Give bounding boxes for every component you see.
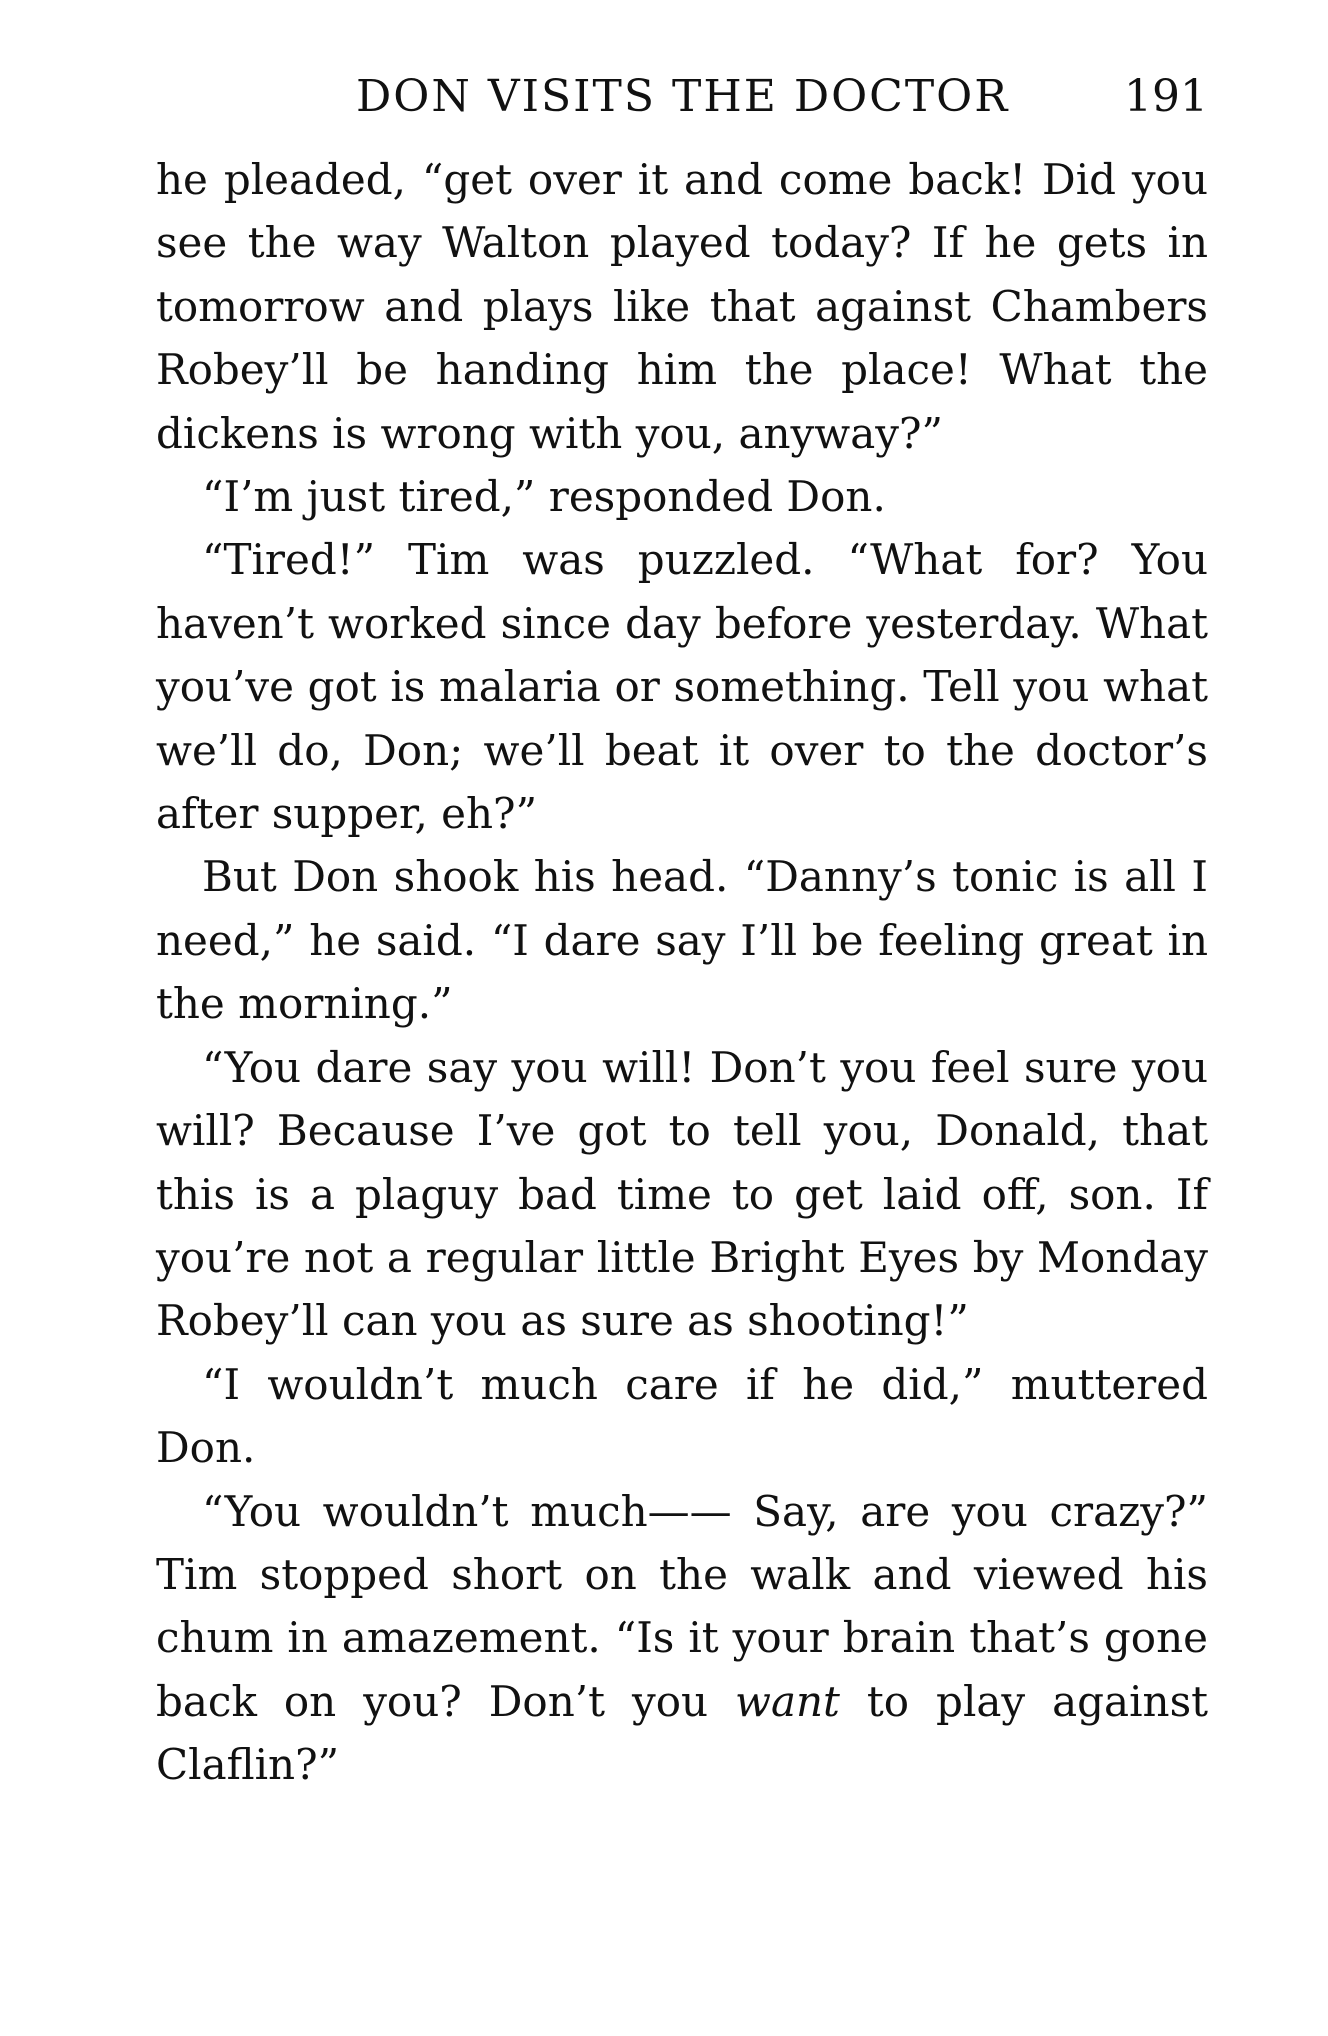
running-head (156, 62, 1208, 132)
paragraph: “You dare say you will! Don’t you feel sure you will? Because I’ve got to tell you, Donald, that this is a plaguy bad time to get laid off, son. If you’re not a regular little Bright Eyes by Monday Robey’ll can you as sure as shooting!” (156, 1042, 1208, 1346)
paragraph: “I’m just tired,” responded Don. (202, 472, 886, 522)
paragraph-text-before: “You wouldn’t much—— Say, are you crazy?” Tim stopped short on the walk and viewed his chum in amazement. “Is it your brain that’s gone back on you? Don’t you (156, 1486, 1208, 1726)
running-title: DON VISITS THE DOCTOR (356, 71, 1010, 122)
paragraph: he pleaded, “get over it and come back! Did you see the way Walton played today? If he gets in tomorrow and plays like that against Chambers Robey’ll be handing him the place! What the dickens is wrong with you, anyway?” (156, 155, 1208, 458)
paragraph: But Don shook his head. “Danny’s tonic is all I need,” he said. “I dare say I’ll be feeling great in the morning.” (156, 852, 1208, 1029)
paragraph: “Tired!” Tim was puzzled. “What for? You haven’t worked since day before yesterday. What you’ve got is malaria or something. Tell you what we’ll do, Don; we’ll beat it over to the doctor’s after supper, eh?” (156, 535, 1208, 839)
paragraph-last (156, 1480, 1208, 1797)
paragraph: “I wouldn’t much care if he did,” muttered Don. (156, 1359, 1208, 1473)
paragraph-text-after: to play against Claflin?” (156, 1676, 1208, 1790)
body-text (156, 148, 1208, 1797)
emphasized-word: want (735, 1676, 840, 1726)
page-number: 191 (1124, 71, 1208, 122)
